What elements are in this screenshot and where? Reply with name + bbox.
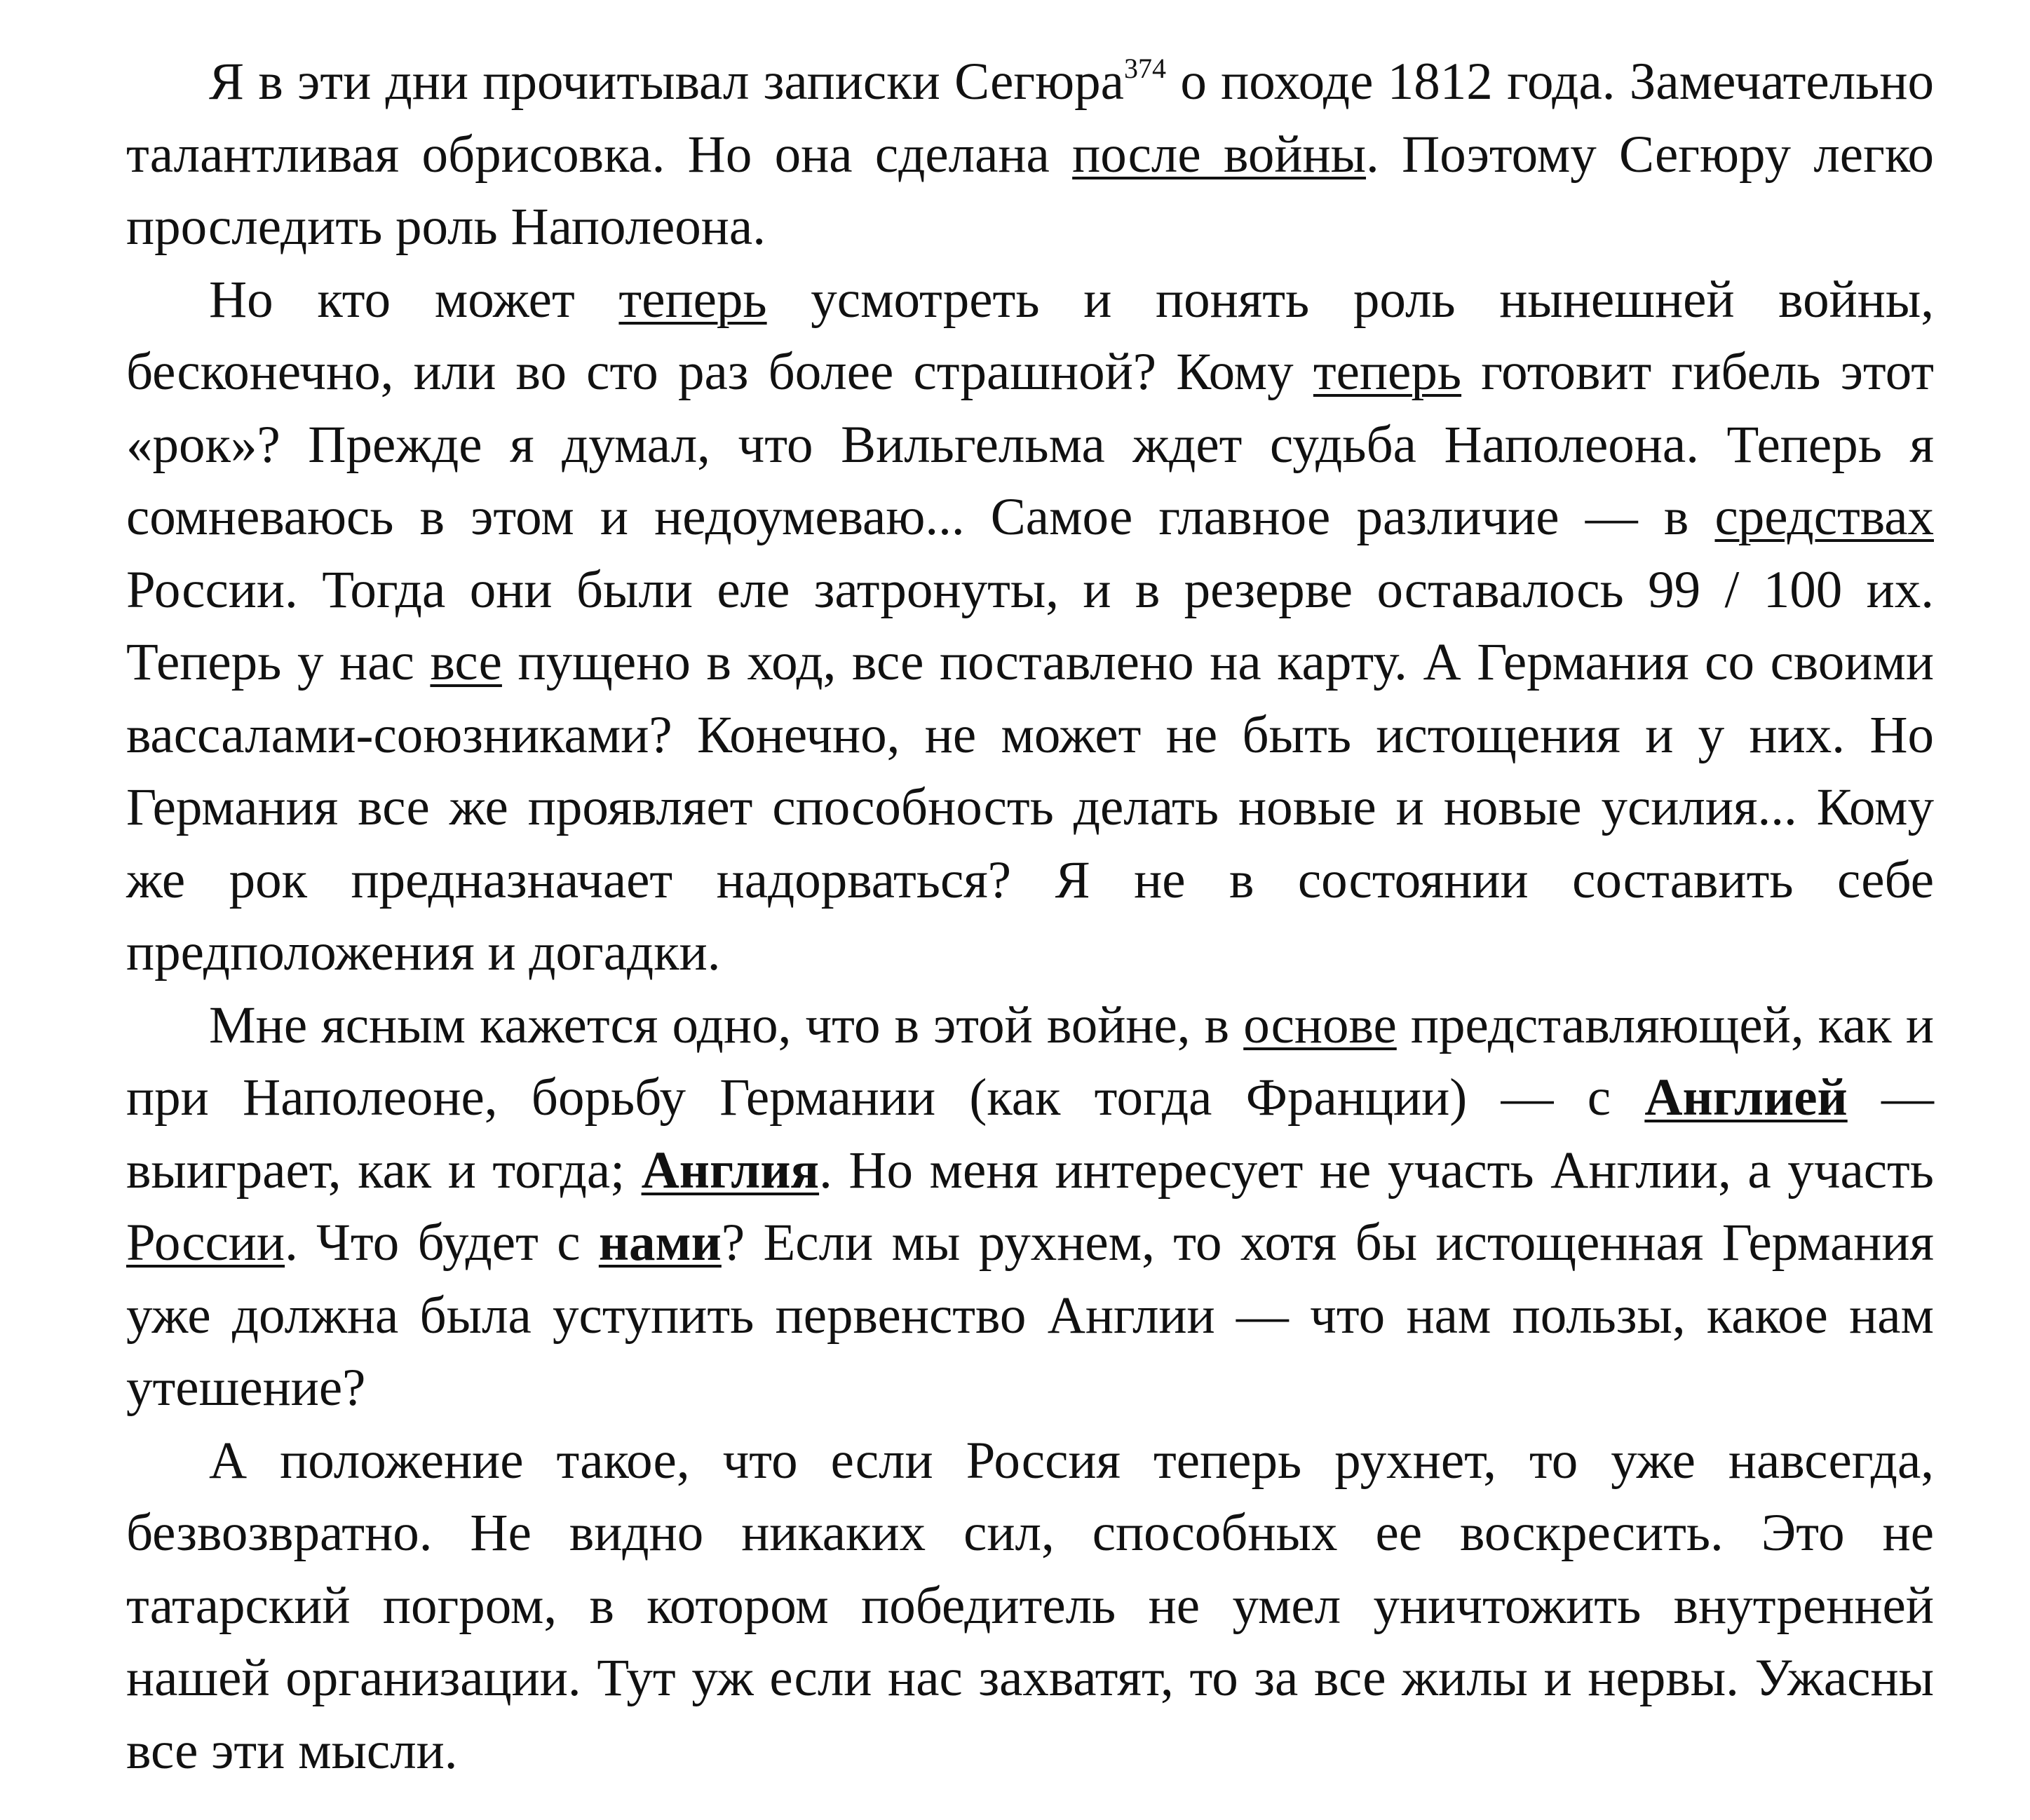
text-run: А положение такое, что если Россия теперь рухнет, то уже навсегда, безвозвратно. Не видно никаких сил, способных ее воскресить. Это не татарский погром, в котором победитель не умел уничтожить внутренней нашей организации. Тут уж если нас захватят, то за все жилы и нервы. Ужасны все эти мысли. <box>126 1431 1934 1780</box>
underlined-phrase: все <box>430 633 502 691</box>
text-run: Но кто может <box>209 270 619 329</box>
underlined-phrase: теперь <box>1313 343 1462 401</box>
paragraph-4 <box>126 1425 1934 1788</box>
document-page <box>126 46 1934 1787</box>
text-run: . Но меня интересует не участь Англии, а участь <box>819 1141 1934 1200</box>
underlined-phrase: после войны <box>1072 125 1367 184</box>
bold-underlined-phrase: Англия <box>641 1141 820 1200</box>
underlined-phrase: основе <box>1243 996 1397 1054</box>
text-run: . Что будет с <box>285 1214 599 1272</box>
bold-underlined-phrase: Англией <box>1644 1068 1848 1127</box>
text-run: представляющей, как и при Наполеоне, борьбу Германии (как тогда Франции) — с <box>126 996 1934 1127</box>
paragraph-2 <box>126 264 1934 989</box>
bold-underlined-phrase: нами <box>598 1214 722 1272</box>
text-run: ? Если мы рухнем, то хотя бы истощенная Германия уже должна была уступить первенство Англии — что нам пользы, какое нам утешение? <box>126 1214 1934 1417</box>
underlined-phrase: России <box>126 1214 285 1272</box>
underlined-phrase: теперь <box>618 270 767 329</box>
underlined-phrase: средствах <box>1714 488 1934 546</box>
text-run: . Поэтому Сегюру легко проследить роль Наполеона. <box>126 125 1934 256</box>
paragraph-1 <box>126 46 1934 264</box>
text-run: готовит гибель этот «рок»? Прежде я думал, что Вильгельма ждет судьба Наполеона. Теперь я сомневаюсь в этом и недоумеваю... Самое главное различие — в <box>126 343 1934 546</box>
paragraph-3 <box>126 989 1934 1425</box>
text-run: пущено в ход, все поставлено на карту. А Германия со своими вассалами-союзниками? Конечно, не может не быть истощения и у них. Но Германия все же проявляет способность делать новые и новые усилия... Кому же рок предназначает надорваться? Я не в состоянии составить себе предположения и догадки. <box>126 633 1935 982</box>
text-run: — выиграет, как и тогда; <box>126 1068 1934 1200</box>
text-run: о походе 1812 года. Замечательно талантливая обрисовка. Но она сделана <box>126 53 1934 184</box>
text-run: России. Тогда они были еле затронуты, и в резерве оставалось 99 / 100 их. Теперь у нас <box>126 560 1934 691</box>
text-run: Мне ясным кажется одно, что в этой войне, в <box>209 996 1244 1054</box>
footnote-marker[interactable]: 374 <box>1123 53 1166 84</box>
text-run: Я в эти дни прочитывал записки Сегюра <box>209 53 1124 111</box>
text-run: усмотреть и понять роль нынешней войны, бесконечно, или во сто раз более страшной? Кому <box>126 270 1934 401</box>
